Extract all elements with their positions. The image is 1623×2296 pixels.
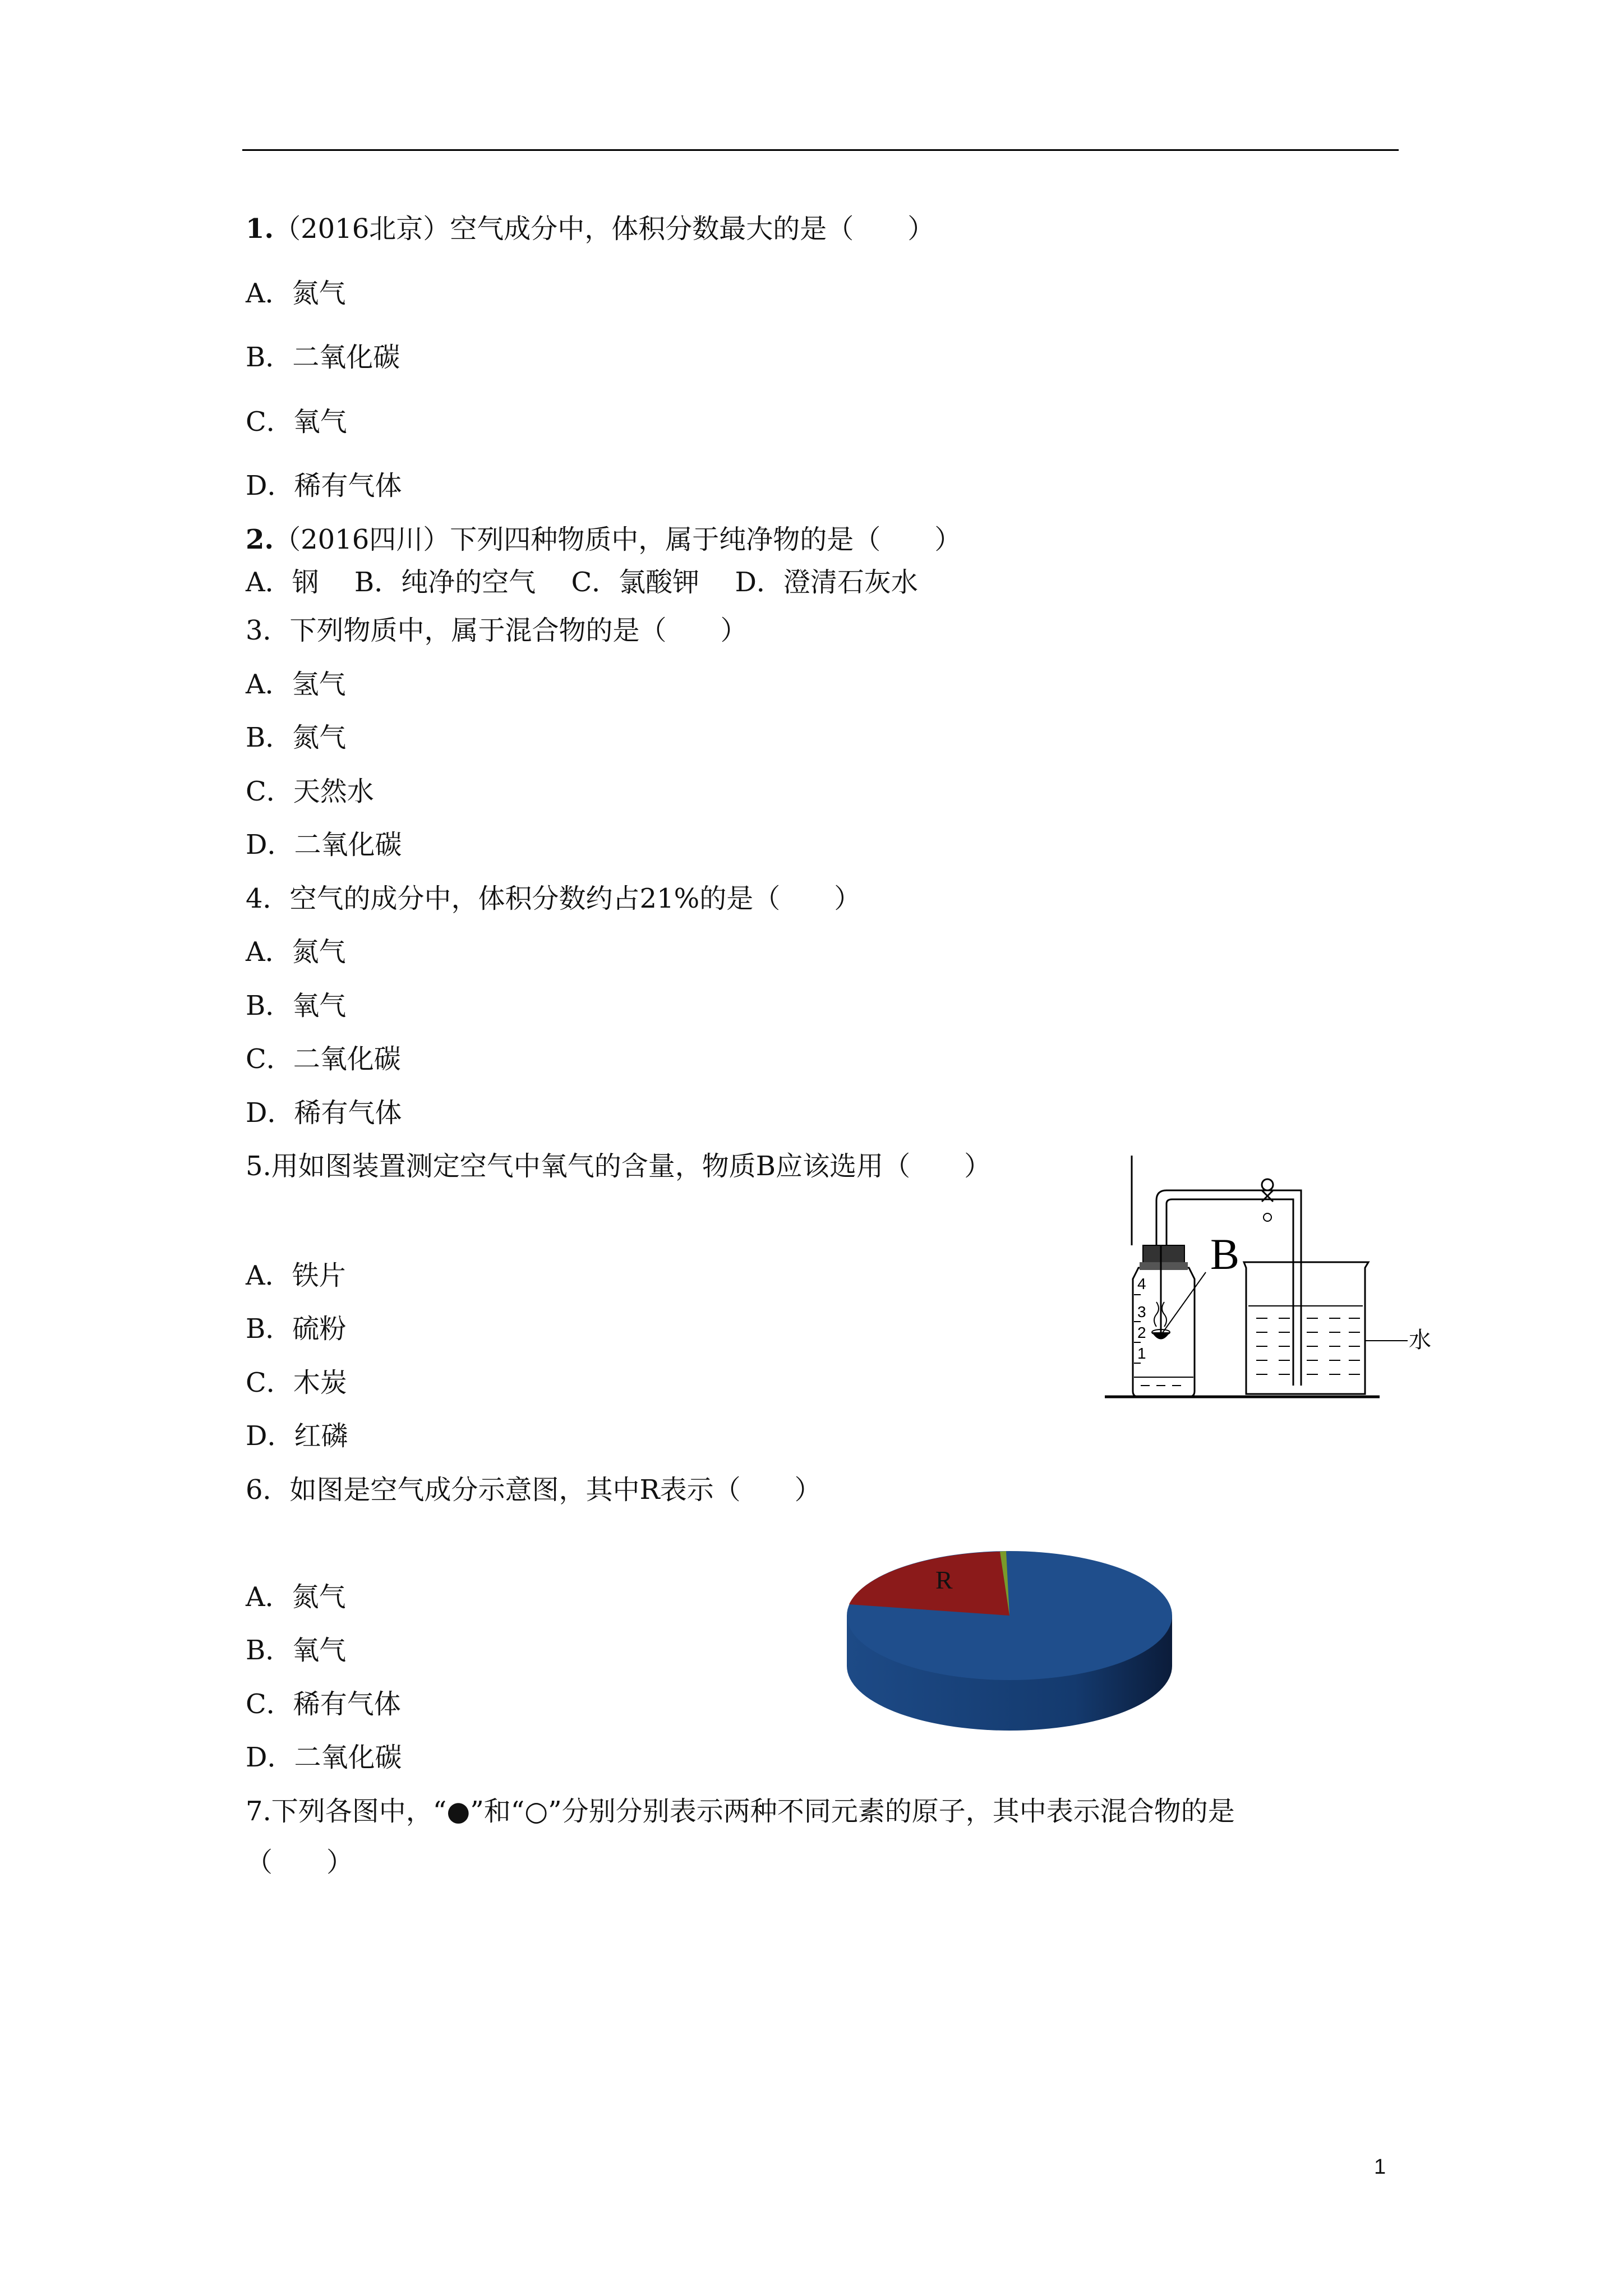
header-rule <box>242 149 1399 151</box>
q3-option-c: C．天然水 <box>246 776 374 807</box>
q4-stem: 4．空气的成分中，体积分数约占21%的是（ ） <box>246 883 861 914</box>
q7-stem: 7.下列各图中，“●”和“○”分别分别表示两种不同元素的原子，其中表示混合物的是 <box>246 1796 1235 1827</box>
q3-option-d: D．二氧化碳 <box>246 829 402 861</box>
q6-option-a: A．氮气 <box>246 1581 346 1613</box>
q5-option-a: A．铁片 <box>246 1260 346 1291</box>
q1-option-b: B．二氧化碳 <box>246 342 400 373</box>
scale-mark-2: 2 <box>1137 1324 1146 1341</box>
page-number: 1 <box>1374 2155 1386 2179</box>
q5-label-b: B <box>1210 1230 1240 1278</box>
q7-stem-cont: （ ） <box>246 1847 354 1878</box>
q6-stem: 6．如图是空气成分示意图，其中R表示（ ） <box>246 1474 822 1506</box>
q6-option-d: D．二氧化碳 <box>246 1742 402 1773</box>
q5-bottle-scale <box>1134 1275 1146 1363</box>
q6-pie-figure <box>841 1526 1200 1739</box>
q2-number: 2. <box>246 524 274 555</box>
q1-option-d: D．稀有气体 <box>246 470 402 501</box>
q5-apparatus-figure <box>1094 1150 1441 1408</box>
q6-pie-r-slice <box>849 1552 1009 1616</box>
q6-option-c: C．稀有气体 <box>246 1688 401 1720</box>
q5-beaker-water <box>1248 1306 1363 1374</box>
q5-stem: 5.用如图装置测定空气中氧气的含量，物质B应该选用（ ） <box>246 1151 992 1182</box>
q5-option-b: B．硫粉 <box>246 1313 347 1345</box>
scale-mark-3: 3 <box>1137 1303 1146 1320</box>
q5-label-water: 水 <box>1409 1327 1431 1353</box>
q3-option-b: B．氮气 <box>246 722 347 753</box>
q4-option-d: D．稀有气体 <box>246 1097 402 1129</box>
q4-option-c: C．二氧化碳 <box>246 1043 401 1075</box>
scale-mark-4: 4 <box>1137 1275 1146 1292</box>
q3-option-a: A．氢气 <box>246 669 346 700</box>
q4-option-a: A．氮气 <box>246 936 346 968</box>
q1-option-c: C．氧气 <box>246 406 347 438</box>
q6-label-r: R <box>935 1566 953 1594</box>
scale-mark-1: 1 <box>1137 1345 1146 1362</box>
q1-text: （2016北京）空气成分中，体积分数最大的是（ ） <box>274 213 935 245</box>
q2-stem <box>246 523 961 556</box>
q2-options: A．钢 B．纯净的空气 C．氯酸钾 D．澄清石灰水 <box>246 567 918 598</box>
q3-stem: 3．下列物质中，属于混合物的是（ ） <box>246 615 748 646</box>
q1-number: 1. <box>246 213 274 245</box>
q1-stem <box>246 212 934 246</box>
q2-text: （2016四川）下列四种物质中，属于纯净物的是（ ） <box>274 524 962 555</box>
q5-option-d: D．红磷 <box>246 1420 348 1452</box>
q6-option-b: B．氧气 <box>246 1635 347 1666</box>
q1-option-a: A．氮气 <box>246 278 346 309</box>
q4-option-b: B．氧气 <box>246 990 347 1022</box>
q5-option-c: C．木炭 <box>246 1367 347 1398</box>
